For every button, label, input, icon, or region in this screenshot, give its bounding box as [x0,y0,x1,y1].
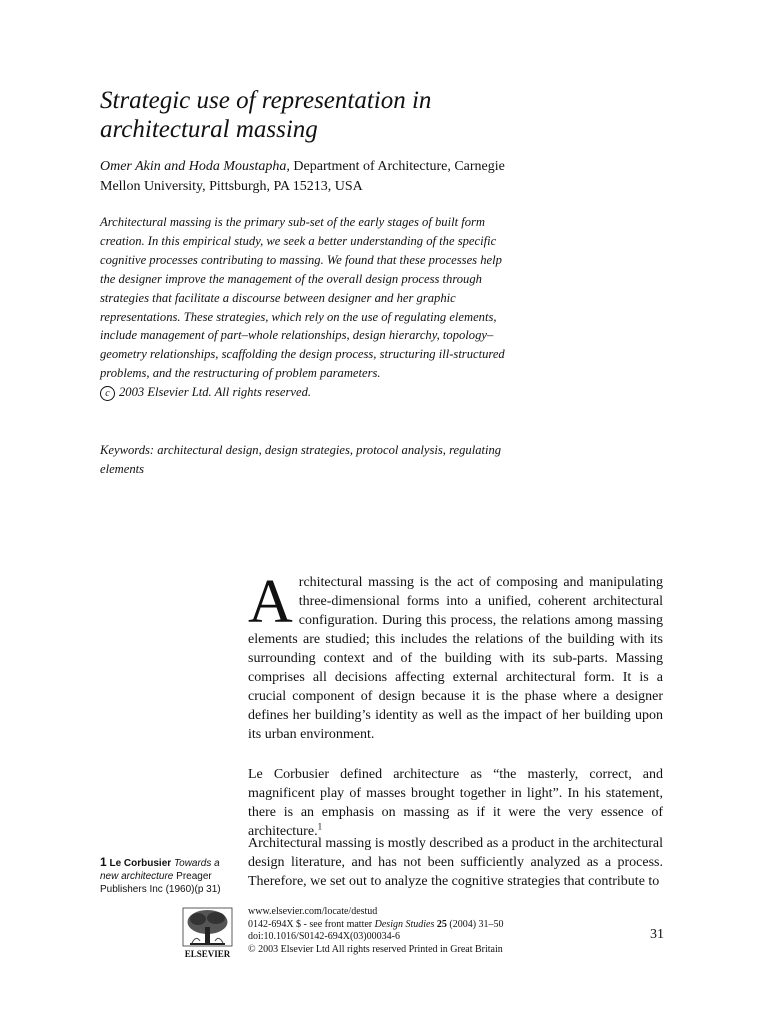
journal-volume: 25 [436,918,447,930]
article-title [100,86,660,144]
logo-wordmark: ELSEVIER [184,949,231,959]
abstract [100,213,520,402]
elsevier-logo [180,905,235,960]
keywords: Keywords: architectural design, design strategies, protocol analysis, regulating elements [100,443,502,476]
publication-info [248,906,578,956]
author-names: Omer Akin and Hoda Moustapha, [100,159,290,174]
title-line-1: Strategic use of representation in [100,87,432,114]
title-line-2: architectural massing [100,116,318,143]
footnote-number: 1 [100,855,107,869]
paragraph-1-text: rchitectural massing is the act of composing and manipulating three-dimensional forms into a unified, coherent architectural configuration. During this process, the relations among massing elements are studied; this includes the relations of the building with its surrounding context and of the building with its sub-parts. Massing comprises all decisions affecting external architectural form. It is a crucial component of design because it is the phase where a designer defines her building’s identity as well as the impact of her building upon its urban environment. [248,575,663,742]
footnote-book: Towards a new architecture [100,858,220,882]
paragraph-3-text: Architectural massing is mostly described as a product in the architectural design literature, and has not been sufficiently analyzed as a process. Therefore, we set out to analyze the cognitive strategies that contribute to [248,836,663,889]
tree-icon [183,908,232,946]
journal-name: Design Studies [374,918,435,930]
footnote-rest: Preager Publishers Inc (1960)(p 31) [100,871,221,895]
body-paragraph-3 [248,834,663,891]
issn-line [248,919,578,932]
issn: 0142-694X $ - see front matter [248,918,375,930]
footnote-author: Le Corbusier [109,858,172,869]
drop-cap: A [248,568,293,636]
affiliation: Department of Architecture, Carnegie Mellon University, Pittsburgh, PA 15213, USA [100,159,505,194]
journal-url[interactable]: www.elsevier.com/locate/destud [248,906,378,917]
publisher-copyright: © 2003 Elsevier Ltd All rights reserved Printed in Great Britain [248,943,503,955]
body-paragraph-2 [248,765,663,841]
doi[interactable]: doi:10.1016/S0142-694X(03)00034-6 [248,931,400,942]
body-paragraph-1 [248,568,663,744]
footnote [100,856,228,896]
issue-pages: (2004) 31–50 [446,918,504,930]
page-number: 31 [650,927,664,942]
abstract-text: Architectural massing is the primary sub-set of the early stages of built form creation. In this empirical study, we seek a better understanding of the specific cognitive processes contributing to massing. We found that these processes help the designer improve the management of the overall design process through strategies that facilitate a discourse between designer and her graphic representations. These strategies, which rely on the use of regulating elements, include management of part–whole relationships, design hierarchy, topology–geometry relationships, scaffolding the design process, structuring ill-structured problems, and the restructuring of problem parameters. [100,215,505,381]
paragraph-2-text: Le Corbusier defined architecture as “the masterly, correct, and magnificent play of masses brought together in light”. In his statement, there is an emphasis on massing as if it were the very essence of architecture. [248,767,663,839]
copyright-icon: c [100,386,115,401]
abstract-copyright: 2003 Elsevier Ltd. All rights reserved. [119,385,312,400]
author-affiliation [100,157,540,197]
footnote-ref-1[interactable]: 1 [317,821,323,832]
